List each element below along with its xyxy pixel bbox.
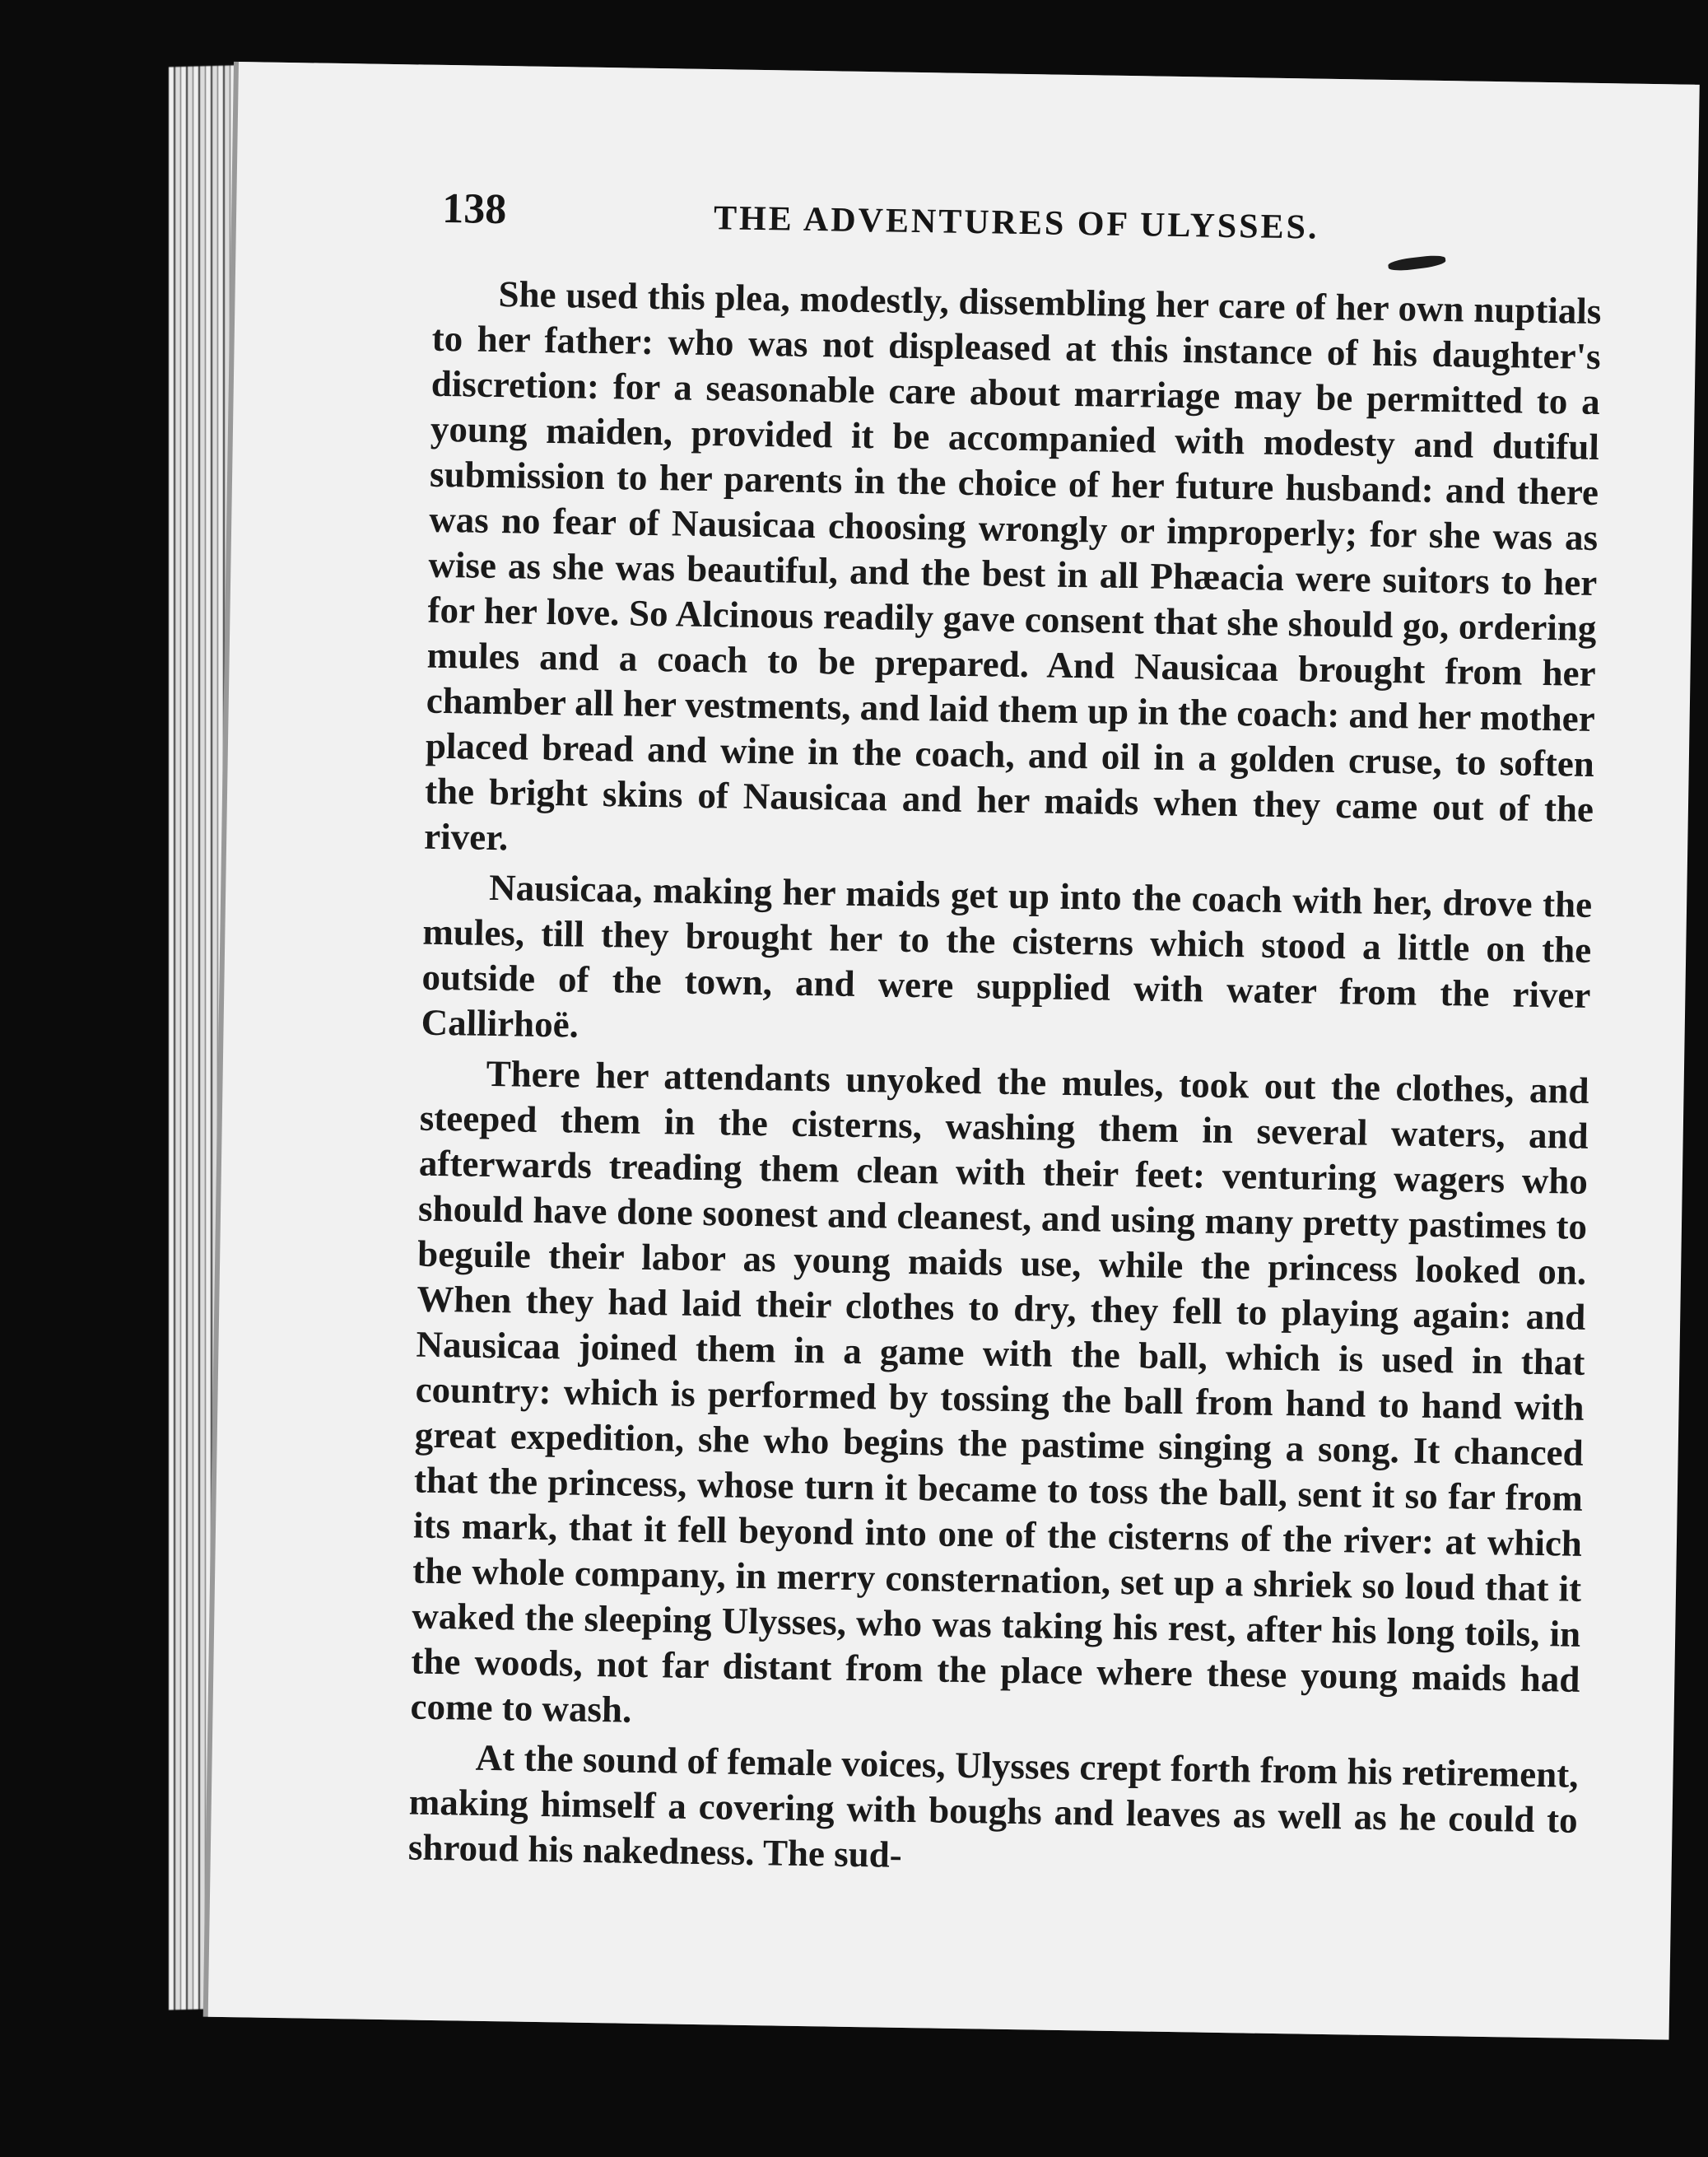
paragraph: She used this plea, modestly, dissembling her care of her own nuptials to her father: who was not displeased at this instance of his daughter's discretion: for a seasonable care about marriage may be permitted to a young maiden, provided it be accompanied with modesty and dutiful submission to her parents in the choice of her future husband: and there was no fear of Nausicaa choosing wrongly or improperly; for she was as wise as she was beautiful, and the best in all Phæacia were suitors to her for her love. So Alcinous readily gave consent that she should go, ordering mules and a coach to be prepared. And Nausicaa brought from her chamber all her vestments, and laid them up in the coach: and her mother placed bread and wine in the coach, and oil in a golden cruse, to soften the bright skins of Nausicaa and her maids when they came out of the river.	[423, 273, 1602, 859]
paragraph: At the sound of female voices, Ulysses crept forth from his retirement, making himself a covering with boughs and leaves as well as he could to shroud his nakedness. The sud-	[407, 1736, 1579, 1875]
book-title: THE ADVENTURES OF ULYSSES.	[713, 199, 1319, 247]
running-head	[442, 184, 1620, 260]
body-text	[407, 271, 1601, 1894]
page-number: 138	[441, 184, 507, 234]
paragraph: There her attendants unyoked the mules, took out the clothes, and steeped them in the cisterns, washing them in several waters, and afterwards treading them clean with their feet: venturing wagers who should have done soonest and cleanest, and using many pretty pastimes to beguile their labor as young maids use, while the princess looked on. When they had laid their clothes to dry, they fell to playing again: and Nausicaa joined them in a game with the ball, which is used in that country: which is performed by tossing the ball from hand to hand with great expedition, she who begins the pastime singing a song. It chanced that the princess, whose turn it became to toss the ball, sent it so far from its mark, that it fell beyond into one of the cisterns of the river: at which the whole company, in merry consternation, set up a shriek so loud that it waked the sleeping Ulysses, who was taking his rest, after his long toils, in the woods, not far distant from the place where these young maids had come to wash.	[410, 1052, 1589, 1731]
paragraph: Nausicaa, making her maids get up into the coach with her, drove the mules, till they brought her to the cisterns which stood a little on the outside of the town, and were supplied with water from the river Callirhoë.	[421, 866, 1593, 1046]
book-page	[208, 62, 1700, 2040]
